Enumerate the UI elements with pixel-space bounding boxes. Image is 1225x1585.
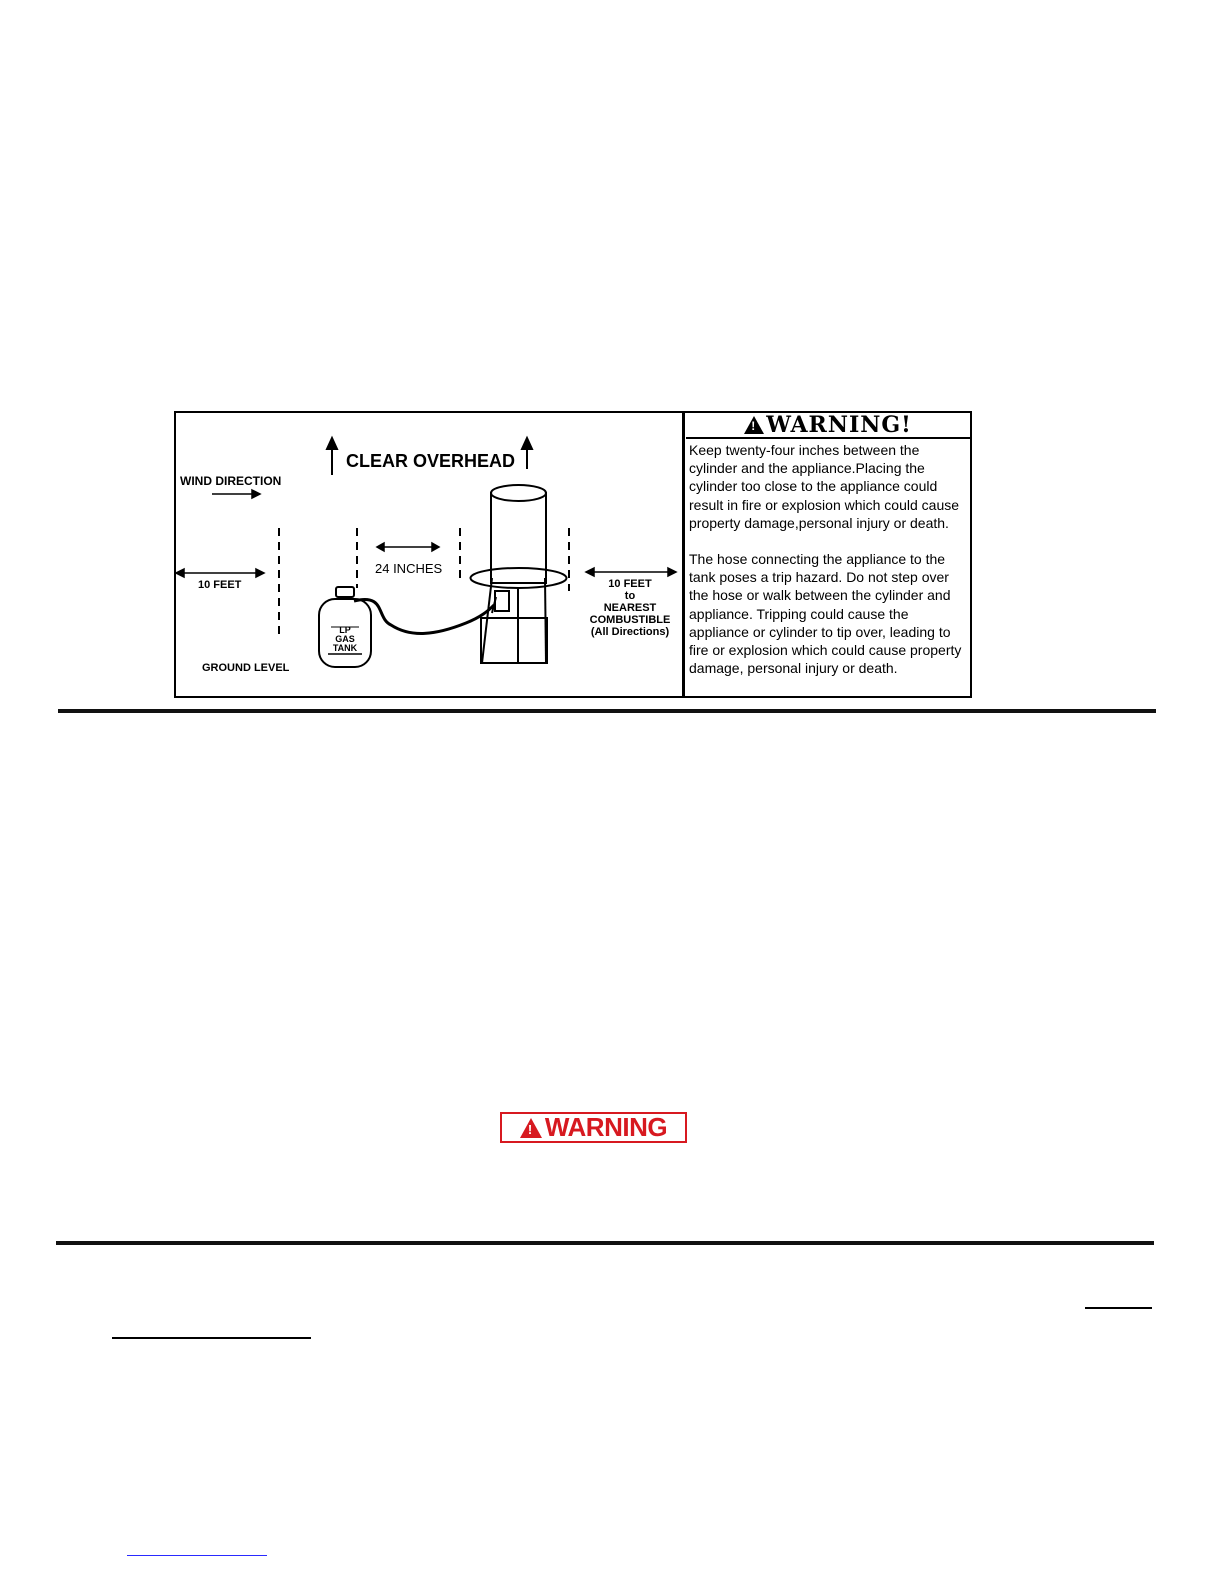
- link-underline: [127, 1555, 267, 1556]
- ten-feet-right-label: 10 FEET: [608, 578, 652, 590]
- tank-gas-label: GAS: [335, 634, 355, 644]
- section-divider-bottom: [56, 1241, 1154, 1245]
- tank-tank-label: TANK: [332, 643, 358, 653]
- wind-arrow-icon: [212, 490, 260, 498]
- ten-feet-right-arrow-icon: [586, 568, 676, 576]
- nearest-label: NEAREST: [603, 602, 657, 614]
- gas-hose: [354, 599, 494, 633]
- twenty-four-inches-arrow-icon: [377, 543, 439, 551]
- tank-lp-label: LP: [339, 625, 351, 635]
- combustible-label: COMBUSTIBLE: [589, 614, 671, 626]
- safety-clearance-figure: [174, 411, 972, 698]
- warning-panel: [686, 413, 970, 696]
- warning-paragraph-1: Keep twenty-four inches between the cylinder and the appliance.Placing the cylinder too close to the appliance could result in fire or explosion which could cause property damage,personal injury or death.: [689, 442, 960, 531]
- all-directions-label: (All Directions): [590, 626, 670, 638]
- ten-feet-left-arrow-icon: [176, 569, 264, 577]
- ten-feet-left-label: 10 FEET: [198, 579, 242, 591]
- to-label: to: [624, 590, 636, 602]
- underline-fragment-left: [112, 1337, 311, 1339]
- clearance-diagram: [176, 413, 682, 696]
- warning-panel-header: [686, 413, 970, 439]
- section-divider-top: [58, 709, 1156, 713]
- clear-overhead-label: CLEAR OVERHEAD: [346, 451, 516, 471]
- red-warning-triangle-icon: !: [520, 1118, 542, 1138]
- ground-level-label: GROUND LEVEL: [202, 662, 290, 674]
- clear-overhead-right-arrow-icon: [522, 438, 532, 469]
- warning-panel-title: WARNING!: [766, 412, 912, 438]
- wind-direction-label: WIND DIRECTION: [180, 474, 282, 488]
- figure-divider: [682, 413, 685, 696]
- warning-badge-label: WARNING: [544, 1112, 668, 1142]
- appliance-icon: [471, 485, 567, 663]
- warning-paragraph-2: The hose connecting the appliance to the tank poses a trip hazard. Do not step over the hose or walk between the cylinder and appliance. Tripping could cause the appliance or cylinder to tip over, leading to fire or explosion which could cause property damage, personal injury or death.: [689, 551, 962, 677]
- twenty-four-inches-label: 24 INCHES: [375, 561, 443, 576]
- warning-badge: [500, 1112, 687, 1143]
- warning-panel-body: [689, 441, 969, 695]
- warning-triangle-icon: !: [744, 416, 764, 434]
- clear-overhead-left-arrow-icon: [327, 438, 337, 475]
- underline-fragment-right: [1085, 1307, 1152, 1309]
